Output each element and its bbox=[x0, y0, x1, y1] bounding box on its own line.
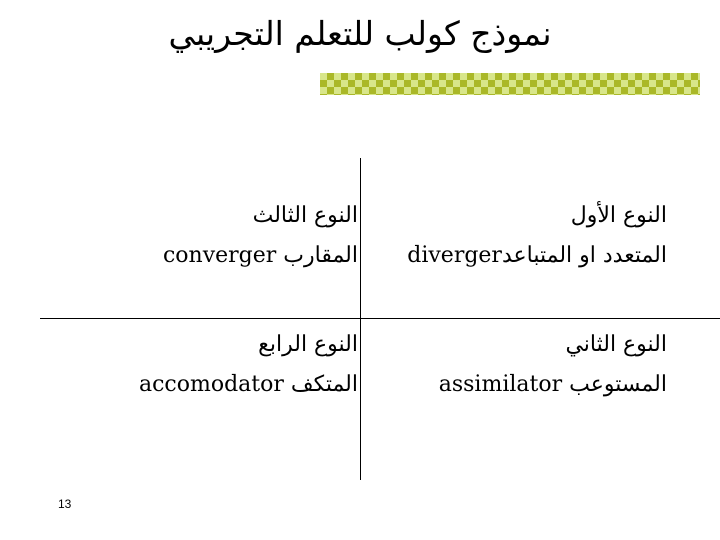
decorative-checker-bar bbox=[320, 73, 700, 95]
quadrant-heading: النوع الرابع bbox=[258, 332, 358, 357]
quadrant-text: المتعدد او المتباعدdiverger bbox=[407, 243, 667, 268]
quadrant-text: المتكف accomodator bbox=[138, 372, 358, 397]
quadrant-text: المستوعب assimilator bbox=[438, 372, 667, 397]
quadrant-heading: النوع الثالث bbox=[252, 203, 358, 228]
quadrant-text: المقارب converger bbox=[162, 243, 358, 268]
horizontal-divider bbox=[40, 318, 720, 319]
vertical-divider bbox=[360, 158, 361, 480]
quadrant-heading: النوع الثاني bbox=[565, 332, 667, 357]
slide-title: نموذج كولب للتعلم التجريبي bbox=[168, 14, 552, 53]
quadrant-type-4 bbox=[38, 325, 358, 405]
quadrant-type-3 bbox=[58, 196, 358, 276]
quadrant-heading: النوع الأول bbox=[570, 203, 667, 228]
quadrant-type-1 bbox=[367, 196, 667, 276]
quadrant-type-2 bbox=[367, 325, 667, 405]
page-number: 13 bbox=[58, 497, 72, 511]
